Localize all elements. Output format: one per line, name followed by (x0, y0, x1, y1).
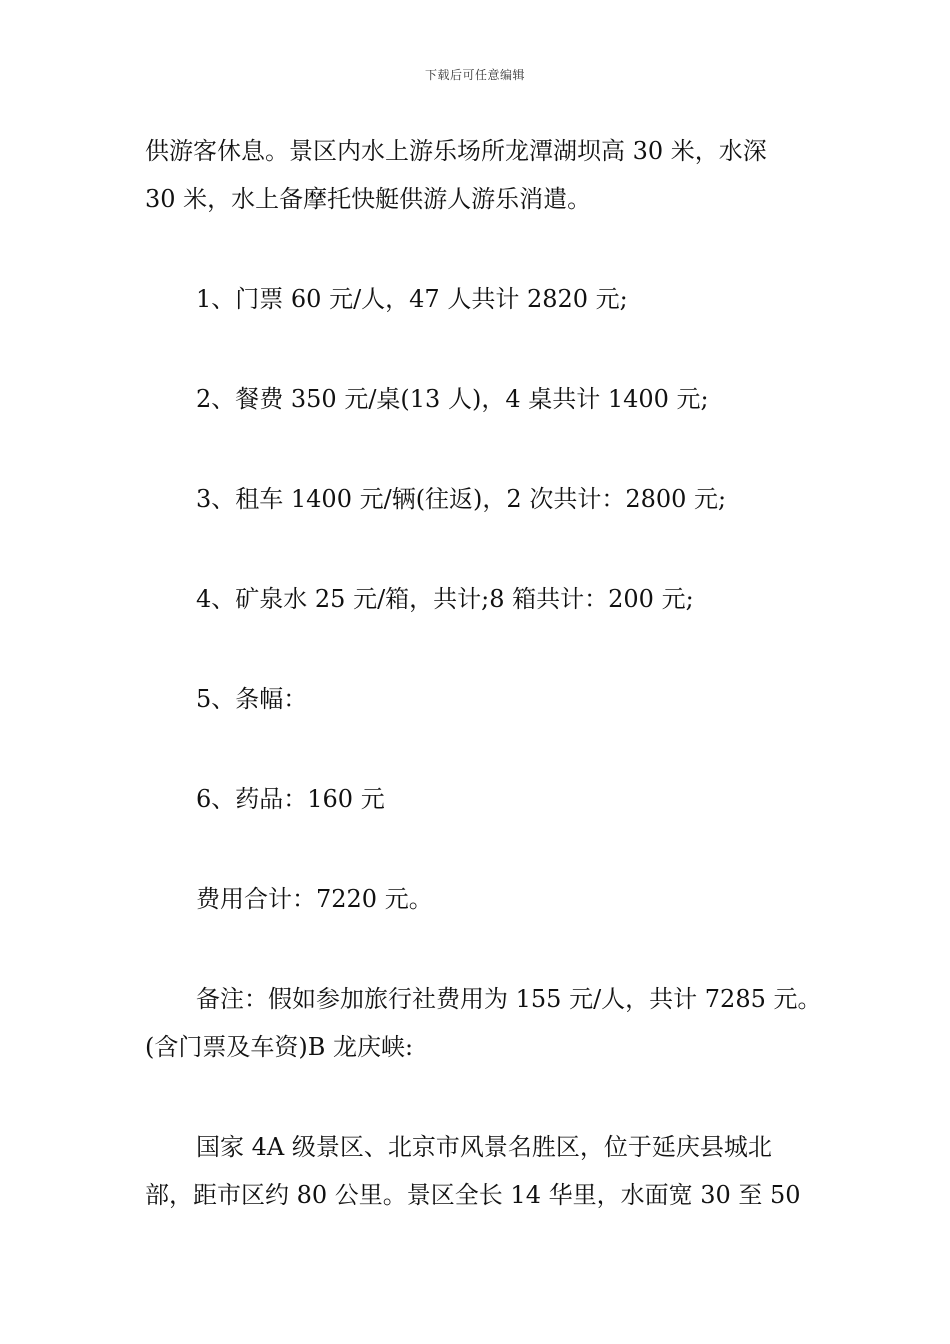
paragraph-line: 供游客休息。景区内水上游乐场所龙潭湖坝高 30 米，水深 (145, 137, 767, 165)
paragraph-line: 国家 4A 级景区、北京市风景名胜区，位于延庆县城北 (196, 1133, 772, 1161)
note-line: (含门票及车资)B 龙庆峡: (145, 1033, 414, 1061)
paragraph-line: 部，距市区约 80 公里。景区全长 14 华里，水面宽 30 至 50 (145, 1181, 801, 1209)
list-item-meals: 2、餐费 350 元/桌(13 人)，4 桌共计 1400 元; (196, 385, 709, 413)
list-item-banner: 5、条幅： (196, 685, 308, 713)
list-item-water: 4、矿泉水 25 元/箱，共计;8 箱共计：200 元; (196, 585, 694, 613)
note-line: 备注：假如参加旅行社费用为 155 元/人，共计 7285 元。 (196, 985, 822, 1013)
list-item-medicine: 6、药品：160 元 (196, 785, 385, 813)
page-header: 下载后可任意编辑 (424, 68, 525, 82)
paragraph-line: 30 米，水上备摩托快艇供游人游乐消遣。 (145, 185, 592, 213)
list-item-tickets: 1、门票 60 元/人，47 人共计 2820 元; (196, 285, 628, 313)
list-item-car-rental: 3、租车 1400 元/辆(往返)，2 次共计：2800 元; (196, 485, 727, 513)
cost-total: 费用合计：7220 元。 (196, 885, 433, 913)
